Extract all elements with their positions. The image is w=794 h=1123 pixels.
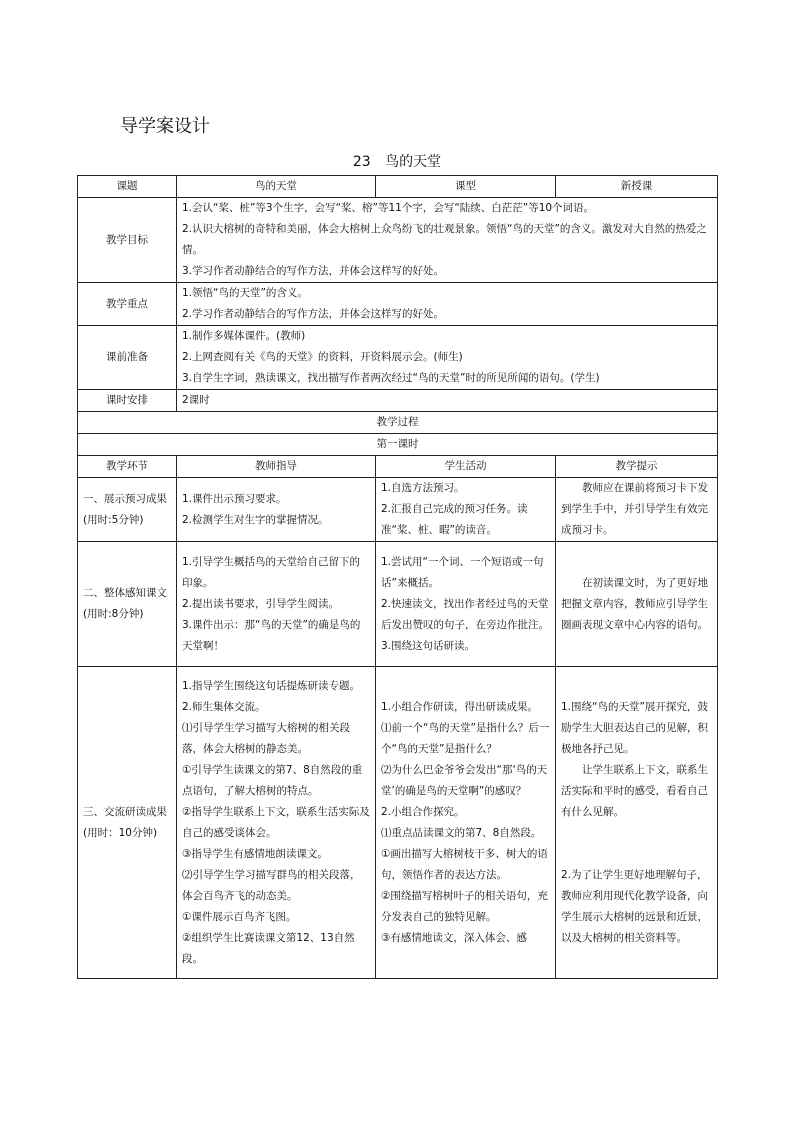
student-cell [376, 478, 556, 542]
student-line: 2.小组合作探究。 [381, 805, 465, 818]
teacher-line: ⑵引导学生学习描写群鸟的相关段落，体会百鸟齐飞的动态美。 [182, 868, 361, 902]
teacher-line: ⑴引导学生学习描写大榕树的相关段落，体会大榕树的静态美。 [182, 721, 350, 755]
tips-line: 2.为了让学生更好地理解句子，教师应利用现代化教学设备，向学生展示大榕树的远景和近景，以及大榕树的相关资料等。 [561, 868, 708, 944]
schedule-value: 2课时 [177, 390, 718, 412]
table-row [78, 478, 718, 542]
student-line: ②围绕描写榕树叶子的相关语句，充分发表自己的独特见解。 [381, 889, 548, 923]
preparation-row [78, 326, 718, 390]
key-points-label: 教学重点 [78, 283, 177, 326]
teacher-cell [177, 542, 376, 667]
teacher-cell [177, 478, 376, 542]
teacher-line: ②指导学生联系上下文，联系生活实际及自己的感受谈体会。 [182, 805, 370, 839]
teacher-line: 1.课件出示预习要求。 [182, 492, 287, 505]
lesson-number: 23 [352, 154, 371, 170]
student-line: ⑵为什么巴金爷爷会发出“那‘鸟的天堂’的确是鸟的天堂啊”的感叹？ [381, 763, 548, 797]
teacher-line: ①课件展示百鸟齐飞图。 [182, 910, 297, 923]
preparation-line: 3.自学生字词，熟读课文，找出描写作者两次经过“鸟的天堂”时的所见所闻的语句。(学生) [182, 372, 600, 384]
objectives-content [177, 198, 718, 283]
student-line: 2.汇报自己完成的预习任务。读准“桨、桩、暇”的读音。 [381, 503, 528, 536]
student-line: 1.自选方法预习。 [381, 482, 465, 494]
period-heading-row [78, 434, 718, 456]
teacher-line: 2.师生集体交流。 [182, 700, 266, 713]
teacher-line: ③指导学生有感情地朗读课文。 [182, 847, 328, 860]
table-row [78, 667, 718, 979]
student-line: ⑴前一个“鸟的天堂”是指什么？后一个“鸟的天堂”是指什么？ [381, 721, 550, 755]
tips-cell [556, 478, 718, 542]
preparation-line: 1.制作多媒体课件。(教师) [182, 330, 306, 342]
stage-cell: 二、整体感知课文(用时:8分钟) [78, 542, 177, 667]
teacher-line: 1.指导学生围绕这句话提炼研读专题。 [182, 679, 361, 692]
key-point-line: 2.学习作者动静结合的写作方法，并体会这样写的好处。 [182, 308, 445, 320]
tips-cell [556, 667, 718, 979]
key-points-row [78, 283, 718, 326]
type-label: 课型 [376, 176, 556, 198]
teacher-line: 1.引导学生概括鸟的天堂给自己留下的印象。 [182, 555, 361, 589]
tips-line: 1.围绕“鸟的天堂”展开探究，鼓励学生大胆表达自己的见解，积极地各抒己见。 [561, 700, 708, 755]
objective-line: 3.学习作者动静结合的写作方法，并体会这样写的好处。 [182, 265, 445, 277]
lesson-title [0, 151, 794, 171]
column-header-student: 学生活动 [376, 456, 556, 478]
tips-line: 让学生联系上下文，联系生活实际和平时的感受，看看自己有什么见解。 [561, 763, 708, 818]
preparation-line: 2.上网查阅有关《鸟的天堂》的资料，开资料展示会。(师生) [182, 351, 463, 363]
student-line: 1.尝试用“一个词、一个短语或一句话”来概括。 [381, 555, 544, 589]
schedule-label: 课时安排 [78, 390, 177, 412]
stage-cell: 三、交流研读成果(用时：10分钟) [78, 667, 177, 979]
process-heading: 教学过程 [78, 412, 718, 434]
column-header-tips: 教学提示 [556, 456, 718, 478]
teacher-line: ②组织学生比赛读课文第12、13自然段。 [182, 931, 355, 965]
teacher-cell [177, 667, 376, 979]
period-heading: 第一课时 [78, 434, 718, 456]
teacher-line: 2.检测学生对生字的掌握情况。 [182, 513, 329, 526]
topic-value: 鸟的天堂 [177, 176, 376, 198]
student-line: 1.小组合作研读，得出研读成果。 [381, 700, 539, 713]
lesson-plan-table [77, 175, 718, 979]
student-line: 2.快速读文，找出作者经过鸟的天堂后发出赞叹的句子，在旁边作批注。 [381, 597, 549, 631]
student-line: ⑴重点品读课文的第7、8自然段。 [381, 826, 542, 839]
stage-cell: 一、展示预习成果(用时:5分钟) [78, 478, 177, 542]
objective-line: 2.认识大榕树的奇特和美丽，体会大榕树上众鸟纷飞的壮观景象。领悟“鸟的天堂”的含义。激发对大自然的热爱之情。 [182, 223, 707, 256]
column-header-teacher: 教师指导 [177, 456, 376, 478]
key-point-line: 1.领悟“鸟的天堂”的含义。 [182, 287, 308, 299]
teacher-line: ①引导学生读课文的第7、8自然段的重点语句，了解大榕树的特点。 [182, 763, 363, 797]
schedule-row [78, 390, 718, 412]
tips-cell [556, 542, 718, 667]
preparation-content [177, 326, 718, 390]
lesson-name: 鸟的天堂 [385, 154, 442, 170]
student-cell [376, 667, 556, 979]
topic-row [78, 176, 718, 198]
teacher-line: 2.提出读书要求，引导学生阅读。 [182, 597, 340, 610]
process-heading-row [78, 412, 718, 434]
student-line: ③有感情地读文，深入体会、感 [381, 931, 527, 944]
document-title: 导学案设计 [120, 116, 210, 137]
column-header-row [78, 456, 718, 478]
objective-line: 1.会认“桨、桩”等3个生字，会写“桨、榕”等11个字，会写“陆续、白茫茫”等10个词语。 [182, 202, 595, 214]
tips-spacer [561, 823, 712, 865]
table-row [78, 542, 718, 667]
objectives-row [78, 198, 718, 283]
type-value: 新授课 [556, 176, 718, 198]
teacher-line: 3.课件出示：那“鸟的天堂”的确是鸟的天堂啊！ [182, 618, 361, 652]
topic-label: 课题 [78, 176, 177, 198]
column-header-stage: 教学环节 [78, 456, 177, 478]
student-line: 3.围绕这句话研读。 [381, 639, 476, 652]
key-points-content [177, 283, 718, 326]
preparation-label: 课前准备 [78, 326, 177, 390]
objectives-label: 教学目标 [78, 198, 177, 283]
student-line: ①画出描写大榕树枝干多、树大的语句，领悟作者的表达方法。 [381, 847, 548, 881]
tips-line: 教师应在课前将预习卡下发到学生手中，并引导学生有效完成预习卡。 [561, 482, 708, 536]
tips-line: 在初读课文时，为了更好地把握文章内容，教师应引导学生圈画表现文章中心内容的语句。 [561, 576, 708, 631]
student-cell [376, 542, 556, 667]
